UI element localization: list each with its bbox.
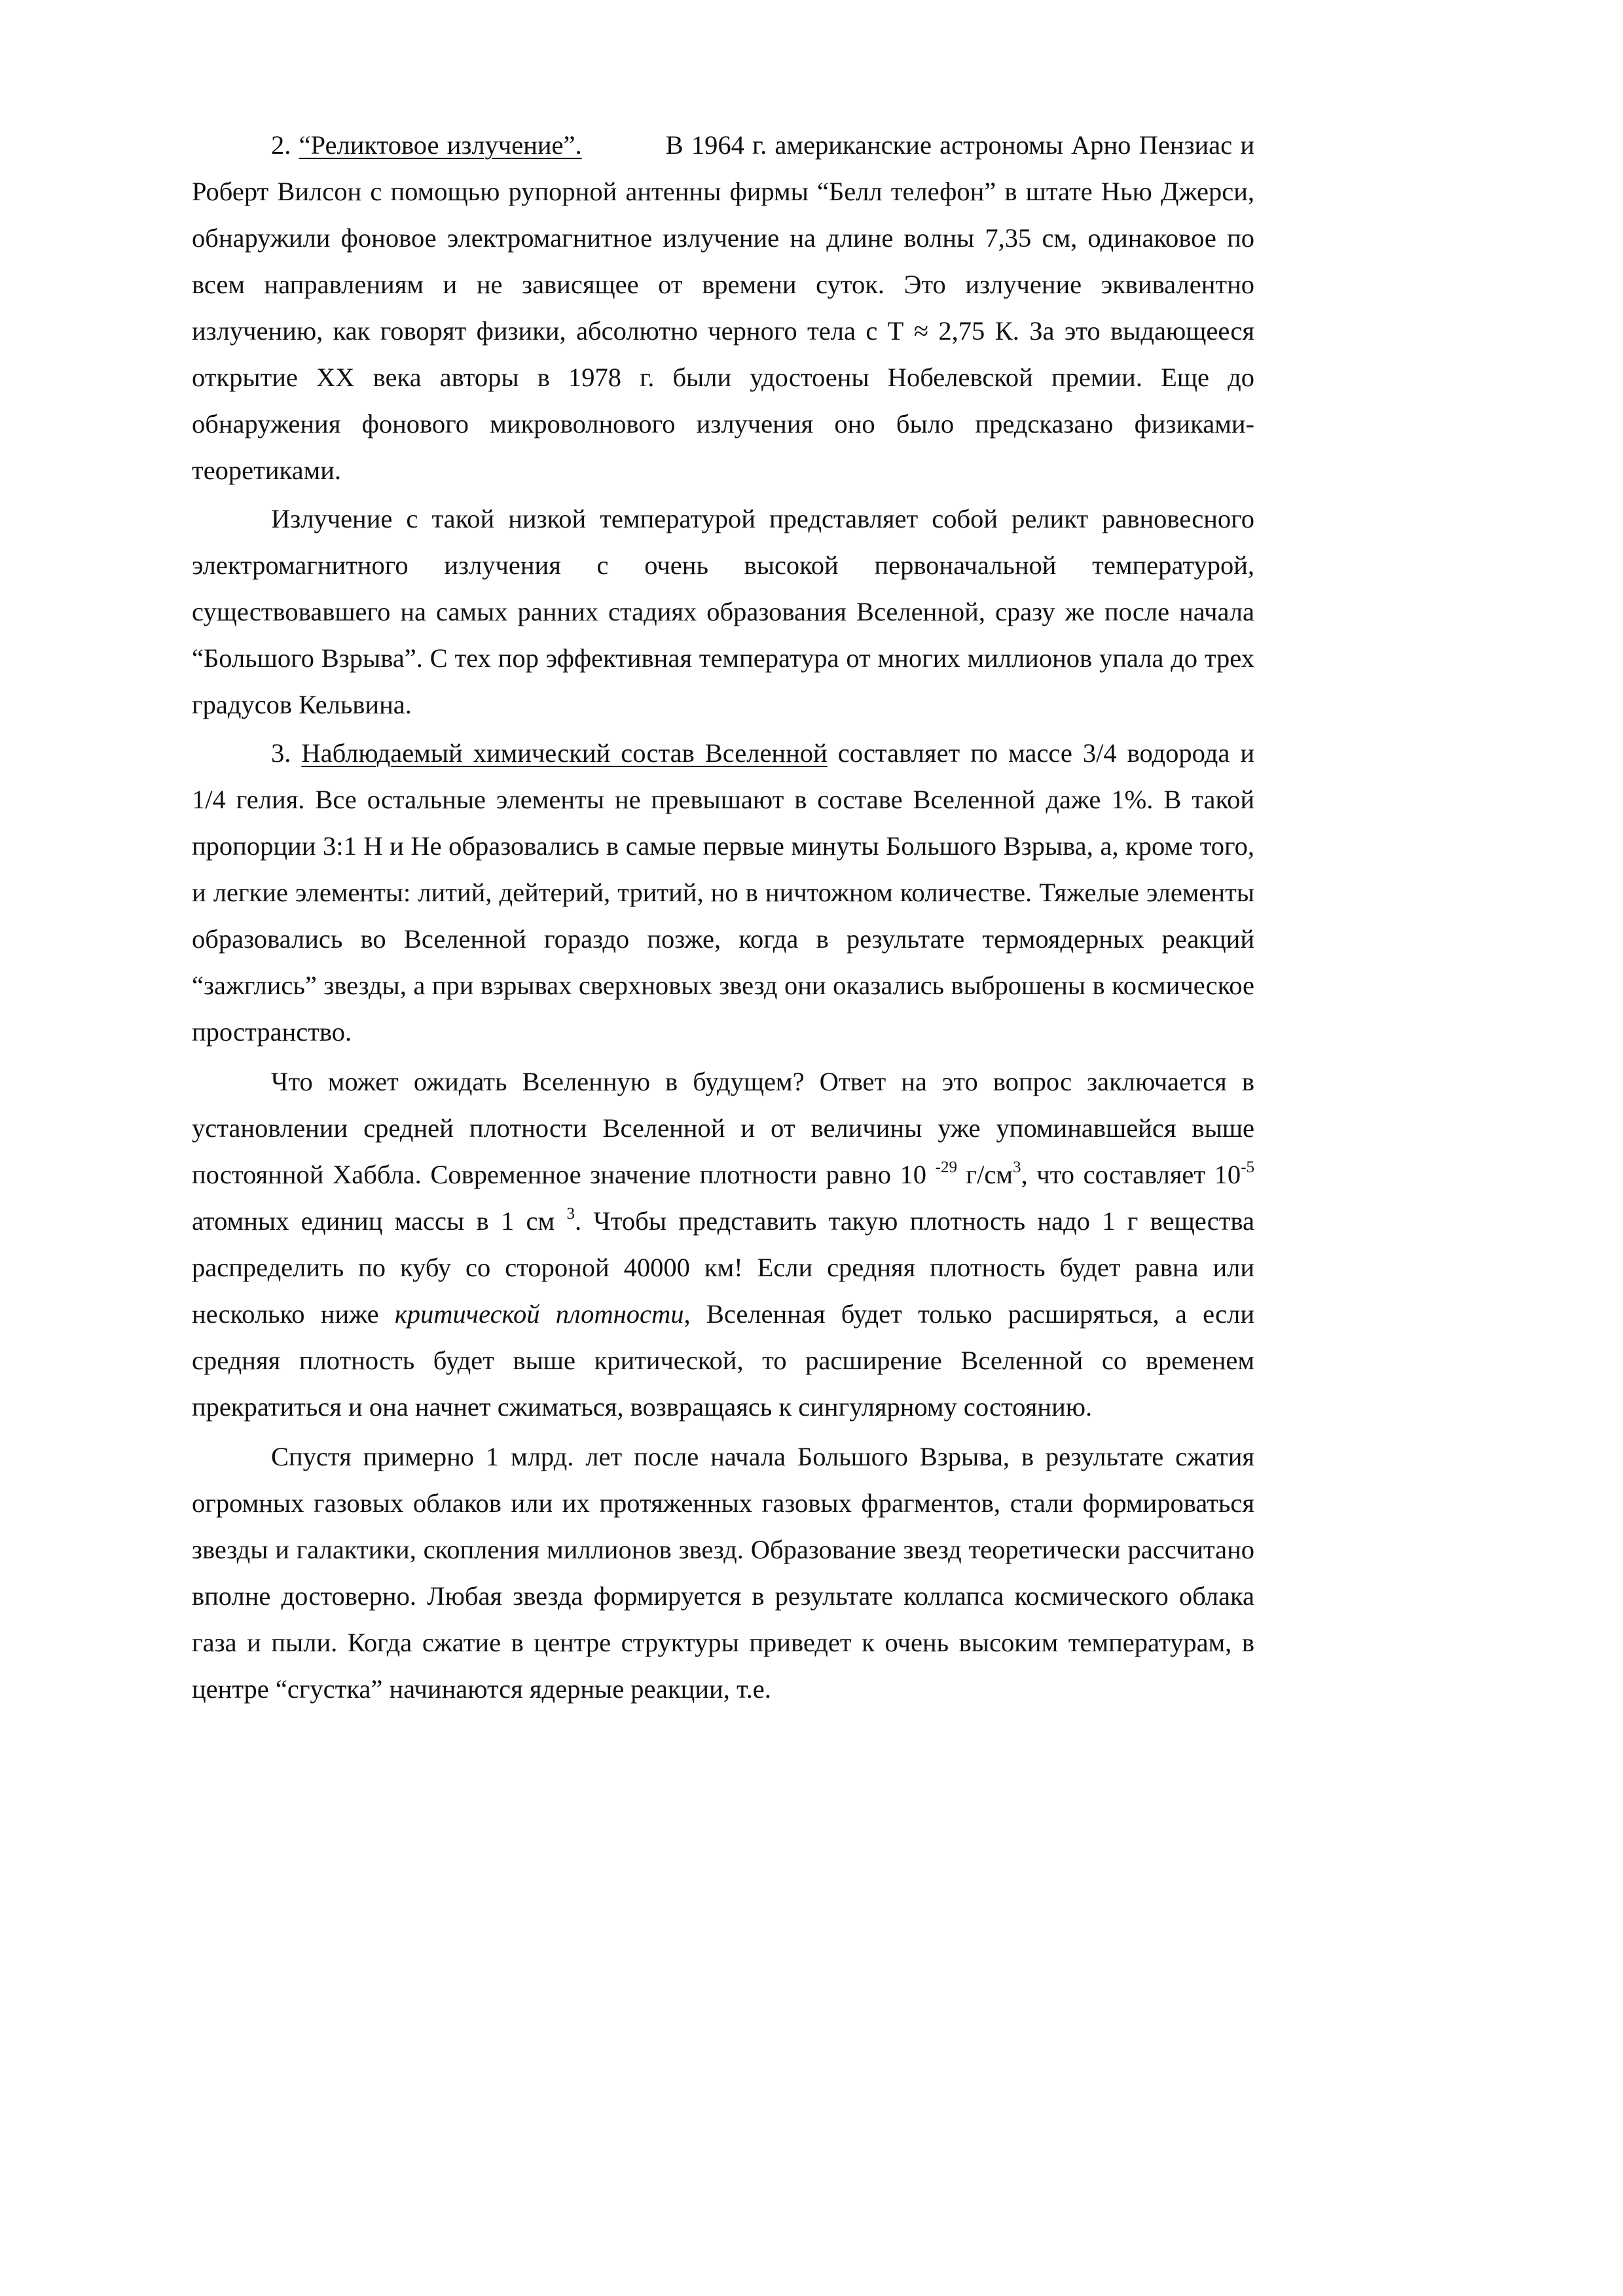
paragraph-text: атомных единиц массы в 1 см bbox=[192, 1206, 567, 1236]
section-number: 3. bbox=[271, 738, 291, 768]
exponent: 3 bbox=[566, 1205, 575, 1223]
paragraph-relic-radiation bbox=[192, 122, 1254, 493]
paragraph-chemical-composition bbox=[192, 730, 1254, 1055]
document-page bbox=[192, 122, 1254, 1712]
paragraph-text: . Чтобы представить такую плотность надо 1 г вещества распределить по кубу со стороной 40000 км! Если средняя плотность будет равна или несколько ниже bbox=[192, 1206, 1255, 1329]
paragraph-text: Что может ожидать Вселенную в будущем? Ответ на это вопрос заключается в установлении средней плотности Вселенной и от величины уже упоминавшейся выше постоянной Хаббла. Современное значение плотности равно 10 bbox=[192, 1067, 1254, 1189]
paragraph-text: , Вселенная будет только расширяться, а если средняя плотность будет выше критической, то расширение Вселенной со временем прекратиться и она начнет сжиматься, возвращаясь к сингулярному состоянию. bbox=[192, 1299, 1254, 1422]
section-number: 2. bbox=[271, 130, 291, 160]
paragraph-body: составляет по массе 3/4 водорода и 1/4 гелия. Все остальные элементы не превышают в составе Вселенной даже 1%. В такой пропорции 3:1 Н и Не образовались в самые первые минуты Большого Взрыва, а, кроме того, и легкие элементы: литий, дейтерий, тритий, но в ничтожном количестве. Тяжелые элементы образовались во Вселенной гораздо позже, когда в результате термоядерных реакций “зажглись” звезды, а при взрывах сверхновых звезд они оказались выброшены в космическое пространство. bbox=[192, 738, 1255, 1047]
paragraph-text: г/см bbox=[957, 1160, 1013, 1189]
section-title-relic-radiation: “Реликтовое излучение”. bbox=[299, 130, 582, 160]
exponent: -29 bbox=[935, 1158, 957, 1176]
exponent: -5 bbox=[1241, 1158, 1255, 1176]
paragraph-body: Излучение с такой низкой температурой представляет собой реликт равновесного электромагнитного излучения с очень высокой первоначальной температурой, существовавшего на самых ранних стадиях образования Вселенной, сразу же после начала “Большого Взрыва”. С тех пор эффективная температура от многих миллионов упала до трех градусов Кельвина. bbox=[192, 504, 1254, 719]
exponent: 3 bbox=[1013, 1158, 1021, 1176]
paragraph-star-formation bbox=[192, 1433, 1254, 1712]
section-title-chemical-composition: Наблюдаемый химический состав Вселенной bbox=[301, 738, 828, 768]
paragraph-body: В 1964 г. американские астрономы Арно Пензиас и Роберт Вилсон с помощью рупорной антенны фирмы “Белл телефон” в штате Нью Джерси, обнаружили фоновое электромагнитное излучение на длине волны 7,35 см, одинаковое по всем направлениям и не зависящее от времени суток. Это излучение эквивалентно излучению, как говорят физики, абсолютно черного тела с Т ≈ 2,75 К. За это выдающееся открытие ХХ века авторы в 1978 г. были удостоены Нобелевской премии. Еще до обнаружения фонового микроволнового излучения оно было предсказано физиками-теоретиками. bbox=[192, 130, 1254, 485]
paragraph-future-universe bbox=[192, 1058, 1254, 1430]
paragraph-text: , что составляет 10 bbox=[1021, 1160, 1241, 1189]
paragraph-low-temperature bbox=[192, 495, 1254, 728]
paragraph-body: Спустя примерно 1 млрд. лет после начала Большого Взрыва, в результате сжатия огромных газовых облаков или их протяженных газовых фрагментов, стали формироваться звезды и галактики, скопления миллионов звезд. Образование звезд теоретически рассчитано вполне достоверно. Любая звезда формируется в результате коллапса космического облака газа и пыли. Когда сжатие в центре структуры приведет к очень высоким температурам, в центре “сгустка” начинаются ядерные реакции, т.е. bbox=[192, 1442, 1254, 1704]
italic-term-critical-density: критической плотности bbox=[394, 1299, 684, 1329]
